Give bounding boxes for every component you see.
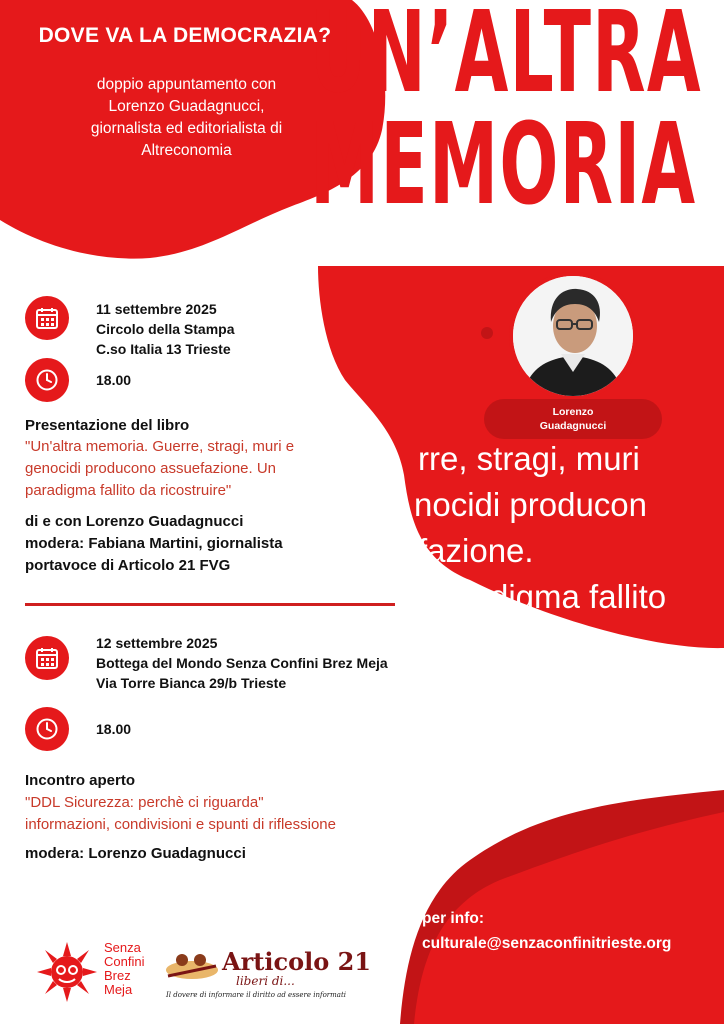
cover-text-line: fazione. (418, 532, 534, 569)
event1-date-icon (25, 296, 69, 340)
header-title: DOVE VA LA DEMOCRAZIA? (38, 24, 332, 47)
event2-credits: modera: Lorenzo Guadagnucci (25, 845, 246, 862)
event1-venue: Circolo della Stampa (96, 321, 235, 337)
header-subtitle-line: Altreconomia (141, 142, 232, 159)
event2-date-icon (25, 636, 69, 680)
event1-time: 18.00 (96, 372, 132, 388)
event1-credits-line: modera: Fabiana Martini, giornalista (25, 535, 283, 552)
cover-text-line: nocidi producon (414, 486, 647, 523)
senza-confini-line: Senza (104, 940, 141, 955)
contact-label: per info: (422, 910, 484, 927)
senza-confini-line: Confini (104, 954, 145, 969)
book-title-line: UN’ALTRA (310, 0, 702, 118)
event1-date-block (96, 299, 234, 359)
header-subtitle-line: giornalista ed editorialista di (90, 120, 283, 137)
clock-icon (35, 717, 59, 741)
book-title-line: MEMORIA (310, 100, 697, 230)
senza-confini-line: Brez (104, 968, 131, 983)
cover-text-line: digma fallito (490, 578, 667, 615)
event2-heading: Incontro aperto (25, 772, 136, 789)
header-subtitle-line: Lorenzo Guadagnucci, (108, 98, 265, 115)
event1-heading: Presentazione del libro (25, 417, 190, 434)
event2-date-block (96, 633, 388, 693)
contact-email[interactable]: culturale@senzaconfinitrieste.org (422, 935, 672, 952)
event1-credits-line: portavoce di Articolo 21 FVG (25, 557, 231, 574)
cover-text-line: rre, stragi, muri (418, 440, 640, 477)
event1-description-line: paradigma fallito da ricostruire" (25, 482, 232, 499)
event2-description-line: "DDL Sicurezza: perchè ci riguarda" (25, 794, 264, 811)
event1-description-line: genocidi producono assuefazione. Un (25, 460, 277, 477)
contact-info (422, 906, 671, 956)
figures-emblem-icon (162, 948, 222, 984)
event1-date: 11 settembre 2025 (96, 301, 217, 317)
book-cover-text (414, 436, 667, 620)
articolo21-subtitle: liberi di... (236, 974, 295, 988)
event1-credits-line: di e con Lorenzo Guadagnucci (25, 513, 244, 530)
event2-description (25, 792, 336, 836)
event1-credits (25, 511, 283, 577)
articolo21-motto: Il dovere di informare il diritto ad essere informati (166, 991, 347, 999)
senza-confini-logo (35, 940, 99, 1004)
event2-venue: Bottega del Mondo Senza Confini Brez Meja (96, 655, 388, 671)
event1-address: C.so Italia 13 Trieste (96, 341, 231, 357)
author-photo (513, 276, 633, 396)
author-name-badge (484, 399, 662, 439)
author-portrait-icon (513, 276, 633, 396)
event1-description-line: "Un'altra memoria. Guerre, stragi, muri e (25, 438, 295, 455)
author-name-line: Lorenzo (552, 406, 594, 418)
calendar-icon (35, 306, 59, 330)
clock-icon (35, 368, 59, 392)
header-subtitle (14, 74, 359, 162)
decorative-dot (481, 327, 493, 339)
header-subtitle-line: doppio appuntamento con (96, 76, 277, 93)
calendar-icon (35, 646, 59, 670)
articolo21-title: Articolo 21 (222, 947, 371, 976)
articolo21-emblem (162, 948, 222, 984)
section-divider (25, 603, 395, 606)
author-name-line: Guadagnucci (539, 420, 607, 432)
senza-confini-wordmark (104, 941, 144, 997)
event1-description (25, 436, 294, 502)
event1-time-icon (25, 358, 69, 402)
event2-time: 18.00 (96, 721, 132, 737)
sun-logo-icon (35, 940, 99, 1004)
event2-address: Via Torre Bianca 29/b Trieste (96, 675, 287, 691)
senza-confini-line: Meja (104, 982, 133, 997)
event2-description-line: informazioni, condivisioni e spunti di riflessione (25, 816, 336, 833)
event2-date: 12 settembre 2025 (96, 635, 218, 651)
event2-time-icon (25, 707, 69, 751)
